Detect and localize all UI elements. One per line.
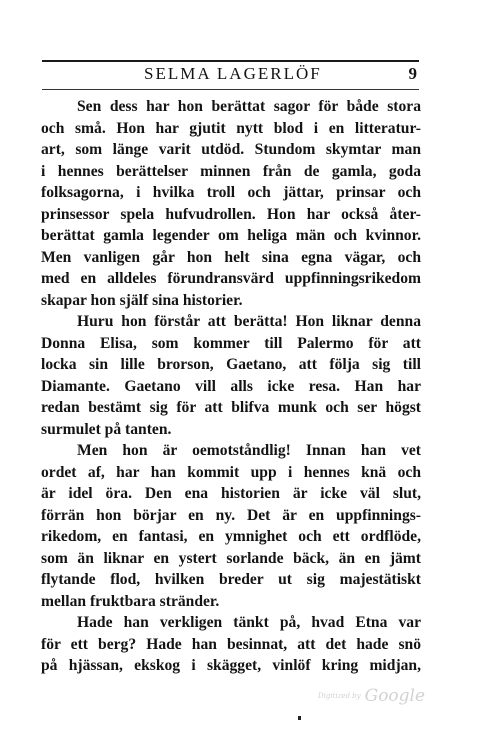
text-line: flytande flod, hvilken breder ut sig majestätiskt bbox=[41, 571, 421, 588]
page-number: 9 bbox=[408, 64, 417, 83]
text-line: ordet af, har han kommit upp i hennes knä och bbox=[41, 463, 421, 481]
text-line: Diamante. Gaetano vill alls icke resa. Han har bbox=[41, 377, 421, 395]
top-rule bbox=[42, 60, 419, 62]
text-line: folksagorna, i hvilka troll och jättar, prinsar och bbox=[41, 184, 421, 201]
text-line: Donna Elisa, som kommer till Palermo för att bbox=[41, 334, 421, 352]
text-line: art, som länge varit utdöd. Stundom skymtar man bbox=[41, 141, 421, 158]
footer-mark bbox=[298, 716, 301, 720]
text-line: är idel öra. Den ena historien är icke väl slut, bbox=[41, 485, 421, 502]
text-line: och små. Hon har gjutit nytt blod i en litteratur- bbox=[41, 119, 421, 137]
text-line: Men vanligen går hon helt sina egna vägar, och bbox=[41, 248, 421, 266]
text-line: locka sin lille brorson, Gaetano, att följa sig till bbox=[41, 356, 421, 373]
watermark-logo-text: Google bbox=[364, 686, 426, 706]
running-head bbox=[42, 64, 419, 86]
text-line: skapar hon själf sina historier. bbox=[41, 291, 243, 309]
text-line: surmulet på tanten. bbox=[41, 420, 172, 438]
text-line: med en alldeles förundransvärd uppfinningsrikedom bbox=[41, 270, 421, 287]
text-line: Hade han verkligen tänkt på, hvad Etna var bbox=[77, 614, 421, 631]
text-line: prinsessor spela hufvudrollen. Hon har också åter- bbox=[41, 205, 421, 223]
text-line: på hjässan, ekskog i skägget, vinlöf kring midjan, bbox=[41, 657, 421, 674]
text-line: Sen dess har hon berättat sagor för både stora bbox=[77, 98, 421, 115]
text-line: rikedom, en fantasi, en ymnighet och ett ordflöde, bbox=[41, 528, 421, 545]
text-line: berättat gamla legender om heliga män och kvinnor. bbox=[41, 227, 421, 244]
text-line: redan bestämt sig för att blifva munk och ser högst bbox=[41, 399, 421, 416]
text-line: förrän hon börjar en ny. Det är en uppfinnings- bbox=[41, 506, 421, 524]
text-line: Huru hon förstår att berätta! Hon liknar denna bbox=[77, 313, 421, 330]
text-line: i hennes berättelser minnen från de gamla, goda bbox=[41, 162, 421, 180]
text-line: mellan fruktbara stränder. bbox=[41, 592, 220, 610]
body-text bbox=[41, 96, 421, 677]
text-line: som än liknar en ystert sorlande bäck, än en jämt bbox=[41, 549, 421, 567]
text-line: för ett berg? Hade han besinnat, att det hade snö bbox=[41, 635, 421, 653]
watermark-small-text: Digitized by bbox=[318, 692, 361, 700]
digitized-watermark bbox=[318, 686, 436, 708]
text-line: Men hon är oemotståndlig! Innan han vet bbox=[77, 442, 421, 459]
header-rule bbox=[42, 89, 419, 90]
running-head-author: SELMA LAGERLÖF bbox=[144, 64, 322, 83]
